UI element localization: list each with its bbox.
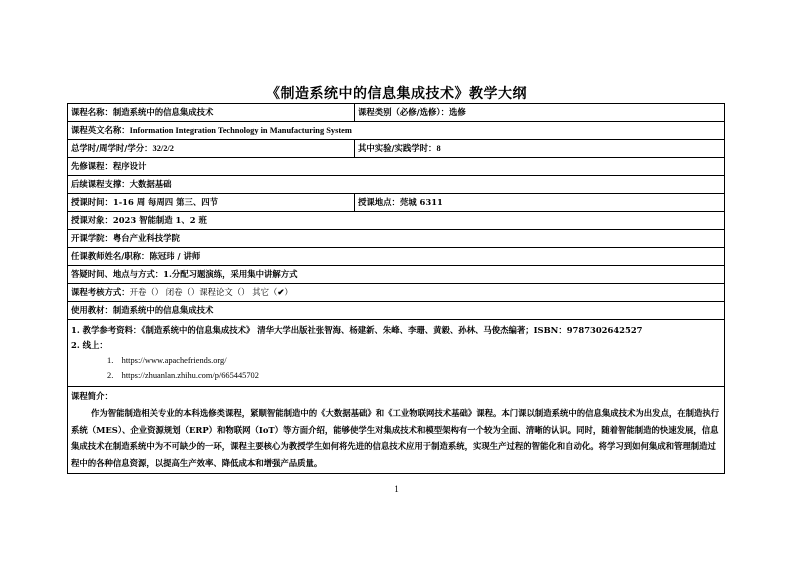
row-exam xyxy=(68,284,725,302)
syllabus-table xyxy=(67,103,725,474)
exam-label: 课程考核方式： xyxy=(71,287,130,297)
lab-hours-value: 8 xyxy=(436,144,441,153)
teacher-label: 任课教师姓名/职称： xyxy=(71,251,150,261)
exam-closed-option: 闭卷（） xyxy=(165,287,200,297)
english-name-label: 课程英文名称： xyxy=(71,125,130,135)
row-time-place xyxy=(68,194,725,212)
row-references xyxy=(68,320,725,387)
row-teacher xyxy=(68,248,725,266)
row-college xyxy=(68,230,725,248)
audience-value: 2023 智能制造 1、2 班 xyxy=(112,215,207,225)
link-2-url: https://zhuanlan.zhihu.com/p/665445702 xyxy=(121,371,259,380)
row-textbook xyxy=(68,302,725,320)
english-name-value: Information Integration Technology in Manufacturing System xyxy=(129,126,352,135)
page-number: 1 xyxy=(394,484,399,494)
qa-label: 答疑时间、地点与方式： xyxy=(71,269,164,279)
college-label: 开课学院： xyxy=(71,233,113,243)
row-qa xyxy=(68,266,725,284)
document-title: 《制造系统中的信息集成技术》教学大纲 xyxy=(266,86,527,102)
time-label: 授课时间： xyxy=(71,197,113,207)
followup-label: 后续课程支撑： xyxy=(71,179,130,189)
hours-label: 总学时/周学时/学分： xyxy=(71,143,153,153)
exam-paper-option: 课程论文（） xyxy=(199,287,250,297)
reference-1-number: 1. xyxy=(71,325,80,335)
link-2-number: 2. xyxy=(107,371,114,380)
course-type-label: 课程类别（必修/选修）： xyxy=(358,107,449,117)
references-label: 教学参考资料： xyxy=(82,325,142,335)
link-1-url: https://www.apachefriends.org/ xyxy=(121,356,227,365)
reference-link-1 xyxy=(71,353,721,368)
course-type-value: 选修 xyxy=(449,107,466,117)
intro-text: 作为智能制造相关专业的本科选修类课程，紧顺智能制造中的《大数据基础》和《工业物联网技术基础》课程。本门课以制造系统中的信息集成技术为出发点，在制造执行系统（MES）、企业资源规划（ERP）和物联网（IoT）等方面介绍，能够使学生对集成技术和模型架构有一个较为全面、清晰的认识。同时，随着智能制造的快速发展，信息集成技术在制造系统中为不可缺少的一环，课程主要核心为教授学生如何将先进的信息技术应用于制造系统，实现生产过程的智能化和自动化。将学习到如何集成和管理制造过程中的各种信息资源，以提高生产效率、降低成本和增强产品质量。 xyxy=(71,408,720,468)
audience-label: 授课对象： xyxy=(71,215,113,225)
place-label: 授课地点： xyxy=(358,197,400,207)
reference-1-text: 《制造系统中的信息集成技术》 清华大学出版社张智海、杨建新、朱峰、李珊、黄毅、孙林、马俊杰编著；ISBN：9787302642527 xyxy=(141,325,643,335)
row-audience xyxy=(68,212,725,230)
teacher-value: 陈冠玮 / 讲师 xyxy=(149,251,201,261)
college-value: 粤台产业科技学院 xyxy=(112,233,180,243)
reference-2-number: 2. xyxy=(71,340,80,350)
prereq-value: 程序设计 xyxy=(112,161,147,171)
row-english-name xyxy=(68,122,725,140)
exam-other-close: ） xyxy=(284,287,293,297)
course-name-label: 课程名称： xyxy=(71,107,113,117)
row-intro xyxy=(68,387,725,474)
row-course-name xyxy=(68,104,725,122)
textbook-value: 制造系统中的信息集成技术 xyxy=(112,305,214,315)
followup-value: 大数据基础 xyxy=(129,179,172,189)
course-name-value: 制造系统中的信息集成技术 xyxy=(112,107,214,117)
intro-label: 课程简介： xyxy=(71,391,113,401)
row-prereq xyxy=(68,158,725,176)
reference-item-2 xyxy=(71,338,721,353)
reference-2-text: 线上： xyxy=(82,340,108,350)
lab-hours-label: 其中实验/实践学时： xyxy=(358,143,437,153)
link-1-number: 1. xyxy=(107,356,114,365)
row-followup xyxy=(68,176,725,194)
checkmark-icon: ✔ xyxy=(277,287,285,297)
prereq-label: 先修课程： xyxy=(71,161,113,171)
row-hours xyxy=(68,140,725,158)
hours-value: 32/2/2 xyxy=(152,144,174,153)
exam-other-option: 其它（ xyxy=(252,287,278,297)
exam-open-option: 开卷（） xyxy=(129,287,164,297)
time-value: 1-16 周 每周四 第三、四节 xyxy=(112,197,218,207)
reference-item-1 xyxy=(71,323,721,338)
textbook-label: 使用教材： xyxy=(71,305,113,315)
qa-value: 1.分配习题演练，采用集中讲解方式 xyxy=(163,269,298,279)
reference-link-2 xyxy=(71,368,721,383)
place-value: 莞城 6311 xyxy=(399,197,443,207)
